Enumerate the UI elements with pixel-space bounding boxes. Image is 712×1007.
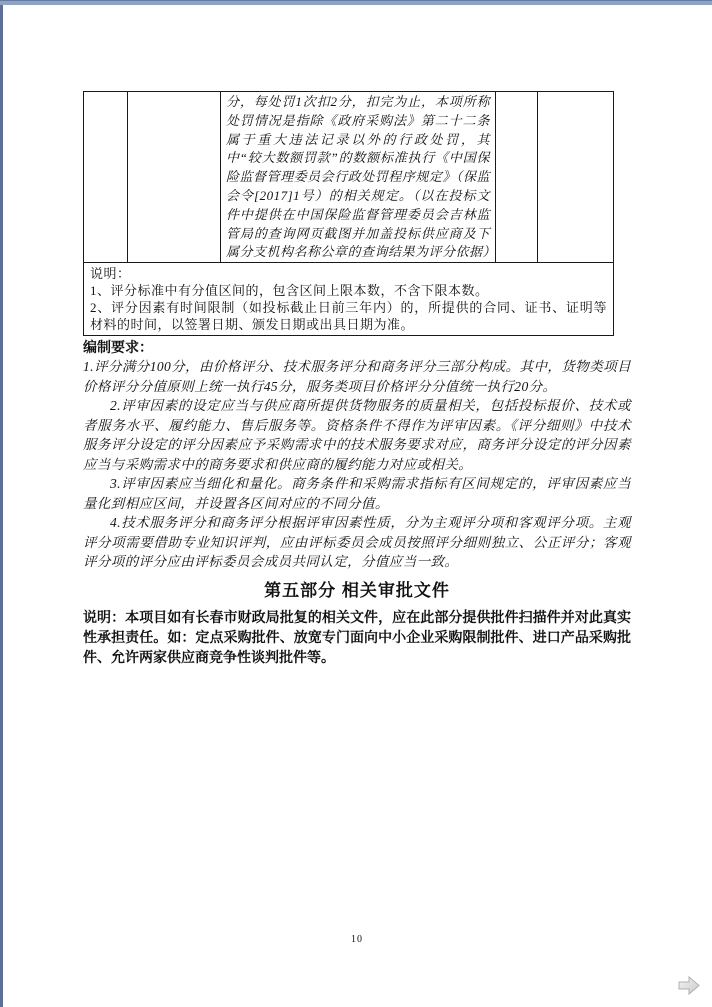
- table-cell-empty-1: [84, 92, 128, 263]
- requirements-paragraph-2: 2.评审因素的设定应当与供应商所提供货物服务的质量相关，包括投标报价、技术或者服务水平、履约能力、售后服务等。资格条件不得作为评审因素。《评分细则》中技术服务评分设定的评分因素应予采购需求中的技术服务要求对应，商务评分设定的评分因素应当与采购需求中的商务要求和供应商的履约能力对应或相关。: [83, 398, 631, 472]
- table-row-scoring: [84, 92, 614, 263]
- table-cell-empty-4: [538, 92, 614, 263]
- section-heading: 第五部分 相关审批文件: [264, 580, 450, 600]
- table-cell-empty-2: [128, 92, 221, 263]
- body-content: [83, 337, 631, 667]
- table-notes-cell: [84, 263, 614, 336]
- window-frame-top: [0, 0, 712, 5]
- requirements-label: 编制要求：: [83, 339, 153, 355]
- notes-item-2: 2、评分因素有时间限制（如投标截止日前三年内）的，所提供的合同、证书、证明等材料的时间，以签署日期、颁发日期或出具日期为准。: [90, 300, 607, 333]
- requirements-paragraph-1: 1.评分满分100分，由价格评分、技术服务评分和商务评分三部分构成。其中，货物类项目价格评分分值原则上统一执行45分，服务类项目价格评分分值统一执行20分。: [83, 359, 631, 394]
- table-cell-scoring-criteria: 分，每处罚1次扣2分，扣完为止，本项所称处罚情况是指除《政府采购法》第二十二条属于重大违法记录以外的行政处罚，其中“较大数额罚款”的数额标准执行《中国保险监督管理委员会行政处罚程序规定》（保监会令[2017]1号）的相关规定。（以在投标文件中提供在中国保险监督管理委员会吉林监管局的查询网页截图并加盖投标供应商及下属分支机构名称公章的查询结果为评分依据）: [221, 92, 496, 263]
- requirements-paragraph-3: 3.评审因素应当细化和量化。商务条件和采购需求指标有区间规定的，评审因素应当量化到相应区间，并设置各区间对应的不同分值。: [83, 476, 631, 511]
- requirements-paragraph-4: 4.技术服务评分和商务评分根据评审因素性质，分为主观评分项和客观评分项。主观评分项需要借助专业知识评判，应由评标委员会成员按照评分细则独立、公正评分；客观评分项的评分应由评标委员会成员共同认定，分值应当一致。: [83, 515, 631, 569]
- section-description: 说明：本项目如有长春市财政局批复的相关文件，应在此部分提供批件扫描件并对此真实性承担责任。如：定点采购批件、放宽专门面向中小企业采购限制批件、进口产品采购批件、允许两家供应商竞争性谈判批件等。: [83, 608, 631, 665]
- table-cell-empty-3: [496, 92, 538, 263]
- scoring-table: [83, 91, 614, 336]
- next-page-arrow-icon[interactable]: [676, 973, 702, 999]
- window-frame-left: [0, 5, 3, 1007]
- notes-item-1: 1、评分标准中有分值区间的，包含区间上限本数，不含下限本数。: [90, 283, 489, 299]
- notes-label: 说明：: [90, 266, 131, 282]
- page-number: 10: [351, 934, 363, 945]
- table-row-notes: [84, 263, 614, 336]
